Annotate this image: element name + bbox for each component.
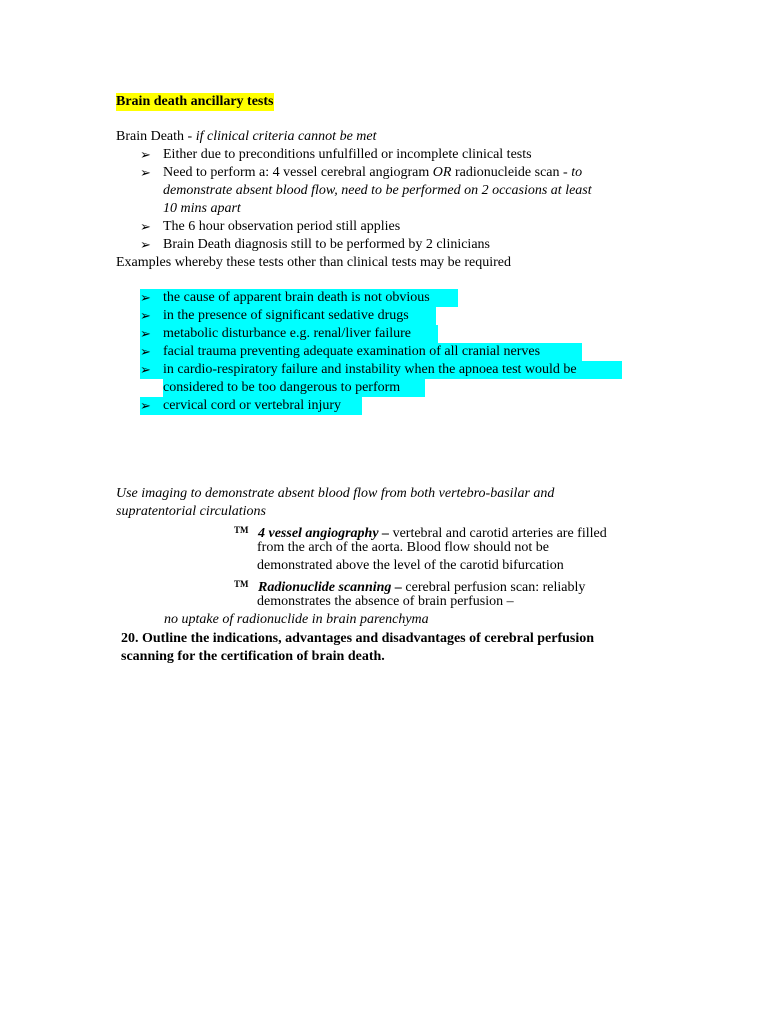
arrow-bullet-icon: ➢ xyxy=(140,237,151,252)
intro-label: Brain Death - xyxy=(116,129,196,144)
highlight-row xyxy=(140,325,438,343)
tm-bullet-icon: TM xyxy=(234,525,249,535)
highlight-row xyxy=(140,289,458,307)
arrow-bullet-icon: ➢ xyxy=(140,344,151,359)
examples-lead: Examples whereby these tests other than clinical tests may be required xyxy=(116,255,511,270)
arrow-bullet-icon: ➢ xyxy=(140,308,151,323)
bullet-item: Either due to preconditions unfulfilled or incomplete clinical tests xyxy=(163,147,532,162)
highlight-row xyxy=(140,307,436,325)
bullet-item: cervical cord or vertebral injury xyxy=(163,398,342,413)
bullet-item: the cause of apparent brain death is not obvious xyxy=(163,290,430,305)
angio-continuation: demonstrated above the level of the carotid bifurcation xyxy=(257,558,564,573)
radio-text: cerebral perfusion scan: reliably xyxy=(401,580,586,595)
radio-continuation: demonstrates the absence of brain perfusion – xyxy=(257,594,514,609)
imaging-intro: supratentorial circulations xyxy=(116,504,266,519)
highlight-row xyxy=(140,361,622,379)
bullet-italic: to xyxy=(571,165,583,180)
intro-line xyxy=(116,128,377,146)
highlight-row xyxy=(140,397,362,415)
highlight-row xyxy=(163,379,425,397)
radio-title: Radionuclide scanning – xyxy=(258,580,402,595)
arrow-bullet-icon: ➢ xyxy=(140,290,151,305)
angio-title: 4 vessel angiography – xyxy=(258,526,390,541)
bullet-text: Need to perform a: 4 vessel cerebral angiogram xyxy=(163,165,433,180)
arrow-bullet-icon: ➢ xyxy=(140,398,151,413)
bullet-item xyxy=(163,164,582,182)
bullet-item: metabolic disturbance e.g. renal/liver failure xyxy=(163,326,412,341)
arrow-bullet-icon: ➢ xyxy=(140,362,151,377)
question-text: scanning for the certification of brain death. xyxy=(121,649,385,664)
bullet-item: facial trauma preventing adequate examination of all cranial nerves xyxy=(163,344,541,359)
bullet-item: The 6 hour observation period still applies xyxy=(163,219,401,234)
intro-italic: if clinical criteria cannot be met xyxy=(195,129,377,144)
bullet-or: OR xyxy=(432,165,452,180)
bullet-continuation: 10 mins apart xyxy=(163,201,241,216)
arrow-bullet-icon: ➢ xyxy=(140,165,151,180)
arrow-bullet-icon: ➢ xyxy=(140,219,151,234)
bullet-item: in cardio-respiratory failure and instability when the apnoea test would be xyxy=(163,362,577,377)
highlight-row xyxy=(140,343,582,361)
arrow-bullet-icon: ➢ xyxy=(140,326,151,341)
question-text: 20. Outline the indications, advantages and disadvantages of cerebral perfusion xyxy=(121,631,595,646)
bullet-continuation: considered to be too dangerous to perform xyxy=(163,380,401,395)
bullet-text: radionucleide scan - xyxy=(451,165,572,180)
bullet-item: in the presence of significant sedative drugs xyxy=(163,308,409,323)
arrow-bullet-icon: ➢ xyxy=(140,147,151,162)
radio-continuation: no uptake of radionuclide in brain parenchyma xyxy=(164,612,429,627)
section-heading: Brain death ancillary tests xyxy=(116,94,274,109)
angio-continuation: from the arch of the aorta. Blood flow should not be xyxy=(257,540,549,555)
tm-bullet-icon: TM xyxy=(234,579,249,589)
bullet-item: Brain Death diagnosis still to be performed by 2 clinicians xyxy=(163,237,490,252)
bullet-continuation: demonstrate absent blood flow, need to be performed on 2 occasions at least xyxy=(163,183,592,198)
angio-text: vertebral and carotid arteries are filled xyxy=(389,526,607,541)
imaging-intro: Use imaging to demonstrate absent blood flow from both vertebro-basilar and xyxy=(116,486,555,501)
